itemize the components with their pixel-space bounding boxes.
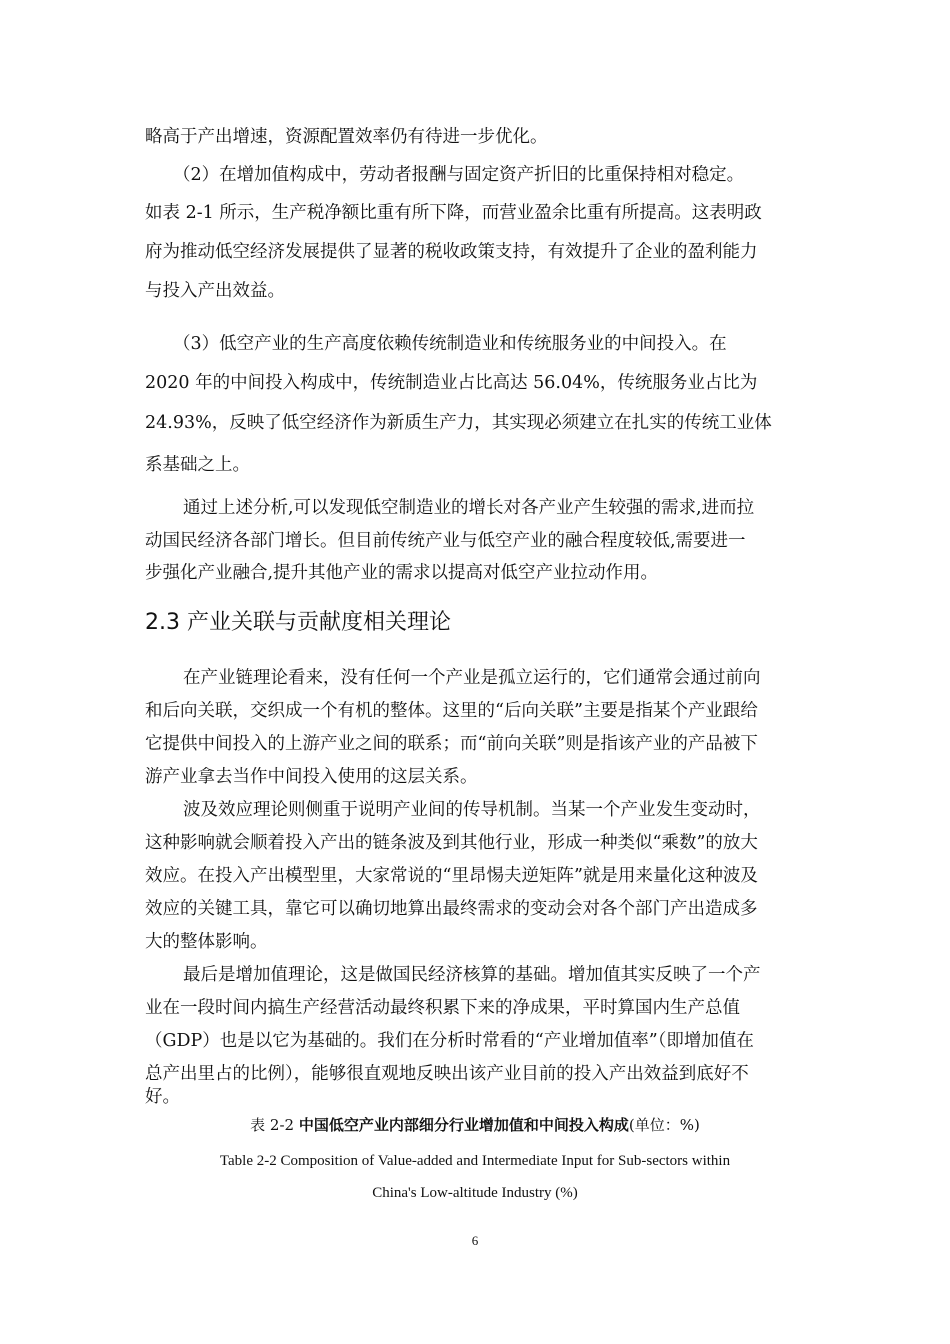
paragraph-line: 24.93%，反映了低空经济作为新质生产力，其实现必须建立在扎实的传统工业体 [145, 413, 772, 433]
paragraph-line: 效应的关键工具，靠它可以确切地算出最终需求的变动会对各个部门产出造成多 [145, 899, 758, 919]
paragraph-line: 2020 年的中间投入构成中，传统制造业占比高达 56.04%，传统服务业占比为 [145, 373, 758, 393]
paragraph-line: 系基础之上。 [145, 455, 250, 475]
paragraph-line: （3）低空产业的生产高度依赖传统制造业和传统服务业的中间投入。在 [173, 334, 727, 354]
table-caption-en-line1: Table 2-2 Composition of Value-added and Intermediate Input for Sub-sectors within [219, 1153, 731, 1169]
table-caption-unit: (单位：%) [628, 1116, 700, 1134]
paragraph-line: （2）在增加值构成中，劳动者报酬与固定资产折旧的比重保持相对稳定。 [173, 165, 745, 185]
paragraph-line: 总产出里占的比例），能够很直观地反映出该产业目前的投入产出效益到底好不 [145, 1064, 749, 1084]
paragraph-line: 效应。在投入产出模型里，大家常说的“里昂惕夫逆矩阵”就是用来量化这种波及 [145, 866, 758, 886]
paragraph-line: 最后是增加值理论，这是做国民经济核算的基础。增加值其实反映了一个产 [183, 965, 761, 985]
table-caption-title: 中国低空产业内部细分行业增加值和中间投入构成 [298, 1116, 629, 1134]
paragraph-line: 大的整体影响。 [145, 932, 268, 952]
table-caption-number: 表 2-2 [250, 1116, 299, 1134]
paragraph-line: 在产业链理论看来，没有任何一个产业是孤立运行的，它们通常会通过前向 [183, 668, 761, 688]
paragraph-line: 业在一段时间内搞生产经营活动最终积累下来的净成果，平时算国内生产总值 [145, 998, 740, 1018]
paragraph-line: 与投入产出效益。 [145, 281, 285, 301]
paragraph-line: 它提供中间投入的上游产业之间的联系；而“前向关联”则是指该产业的产品被下 [145, 734, 758, 754]
table-caption-cn [0, 1114, 950, 1136]
paragraph-line: 府为推动低空经济发展提供了显著的税收政策支持，有效提升了企业的盈利能力 [145, 242, 758, 262]
paragraph-line: 通过上述分析,可以发现低空制造业的增长对各产业产生较强的需求,进而拉 [183, 498, 755, 518]
paragraph-line: 动国民经济各部门增长。但目前传统产业与低空产业的融合程度较低,需要进一 [145, 531, 746, 551]
table-caption-en-line2: China's Low-altitude Industry (%) [372, 1185, 578, 1201]
paragraph-line: 略高于产出增速，资源配置效率仍有待进一步优化。 [145, 127, 548, 147]
paragraph-line: 波及效应理论则侧重于说明产业间的传导机制。当某一个产业发生变动时， [183, 800, 761, 820]
paragraph-line: 好。 [145, 1087, 180, 1107]
paragraph-line: 步强化产业融合,提升其他产业的需求以提高对低空产业拉动作用。 [145, 563, 659, 583]
paragraph-line: 如表 2-1 所示，生产税净额比重有所下降，而营业盈余比重有所提高。这表明政 [145, 203, 762, 223]
paragraph-line: 游产业拿去当作中间投入使用的这层关系。 [145, 767, 478, 787]
section-heading: 2.3 产业关联与贡献度相关理论 [145, 610, 451, 635]
page-number: 6 [471, 1233, 479, 1248]
paragraph-line: 和后向关联，交织成一个有机的整体。这里的“后向关联”主要是指某个产业跟给 [145, 701, 758, 721]
paragraph-line: （GDP）也是以它为基础的。我们在分析时常看的“产业增加值率”（即增加值在 [145, 1031, 754, 1051]
paragraph-line: 这种影响就会顺着投入产出的链条波及到其他行业，形成一种类似“乘数”的放大 [145, 833, 758, 853]
